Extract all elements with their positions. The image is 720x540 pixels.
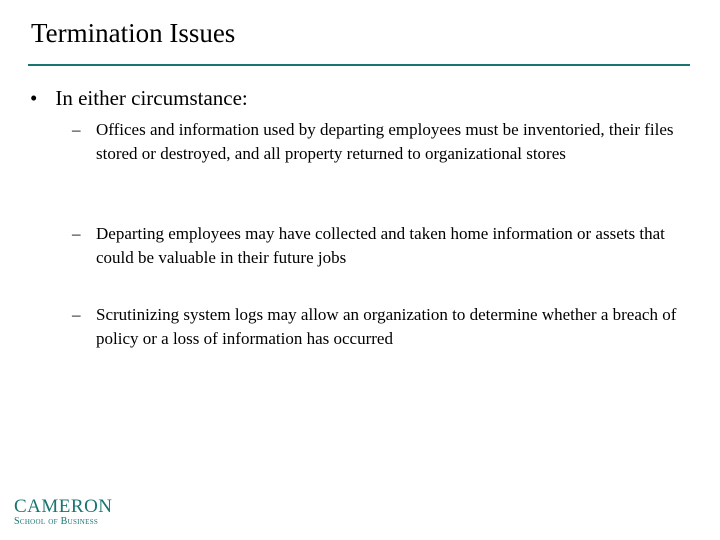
cameron-logo: [14, 498, 113, 528]
sub-point-3: [72, 303, 692, 351]
main-bullet-text: In either circumstance:: [55, 86, 248, 110]
sub-point-text: Scrutinizing system logs may allow an organization to determine whether a breach of policy or a loss of information has occurred: [96, 305, 677, 348]
dash-marker: –: [72, 224, 81, 243]
sub-point-text: Offices and information used by departing employees must be inventoried, their files stored or destroyed, and all property returned to organizational stores: [96, 120, 674, 163]
main-bullet: [30, 86, 248, 111]
sub-point-1: [72, 118, 692, 166]
slide-title: Termination Issues: [31, 18, 236, 48]
logo-line-2: School of Business: [14, 516, 99, 527]
sub-point-text: Departing employees may have collected and taken home information or assets that could be valuable in their future jobs: [96, 224, 665, 267]
bullet-marker: •: [30, 86, 38, 110]
dash-marker: –: [72, 305, 81, 324]
title-divider: [28, 64, 690, 66]
dash-marker: –: [72, 120, 81, 139]
sub-point-2: [72, 222, 692, 270]
logo-line-1: CAMERON: [14, 496, 113, 517]
